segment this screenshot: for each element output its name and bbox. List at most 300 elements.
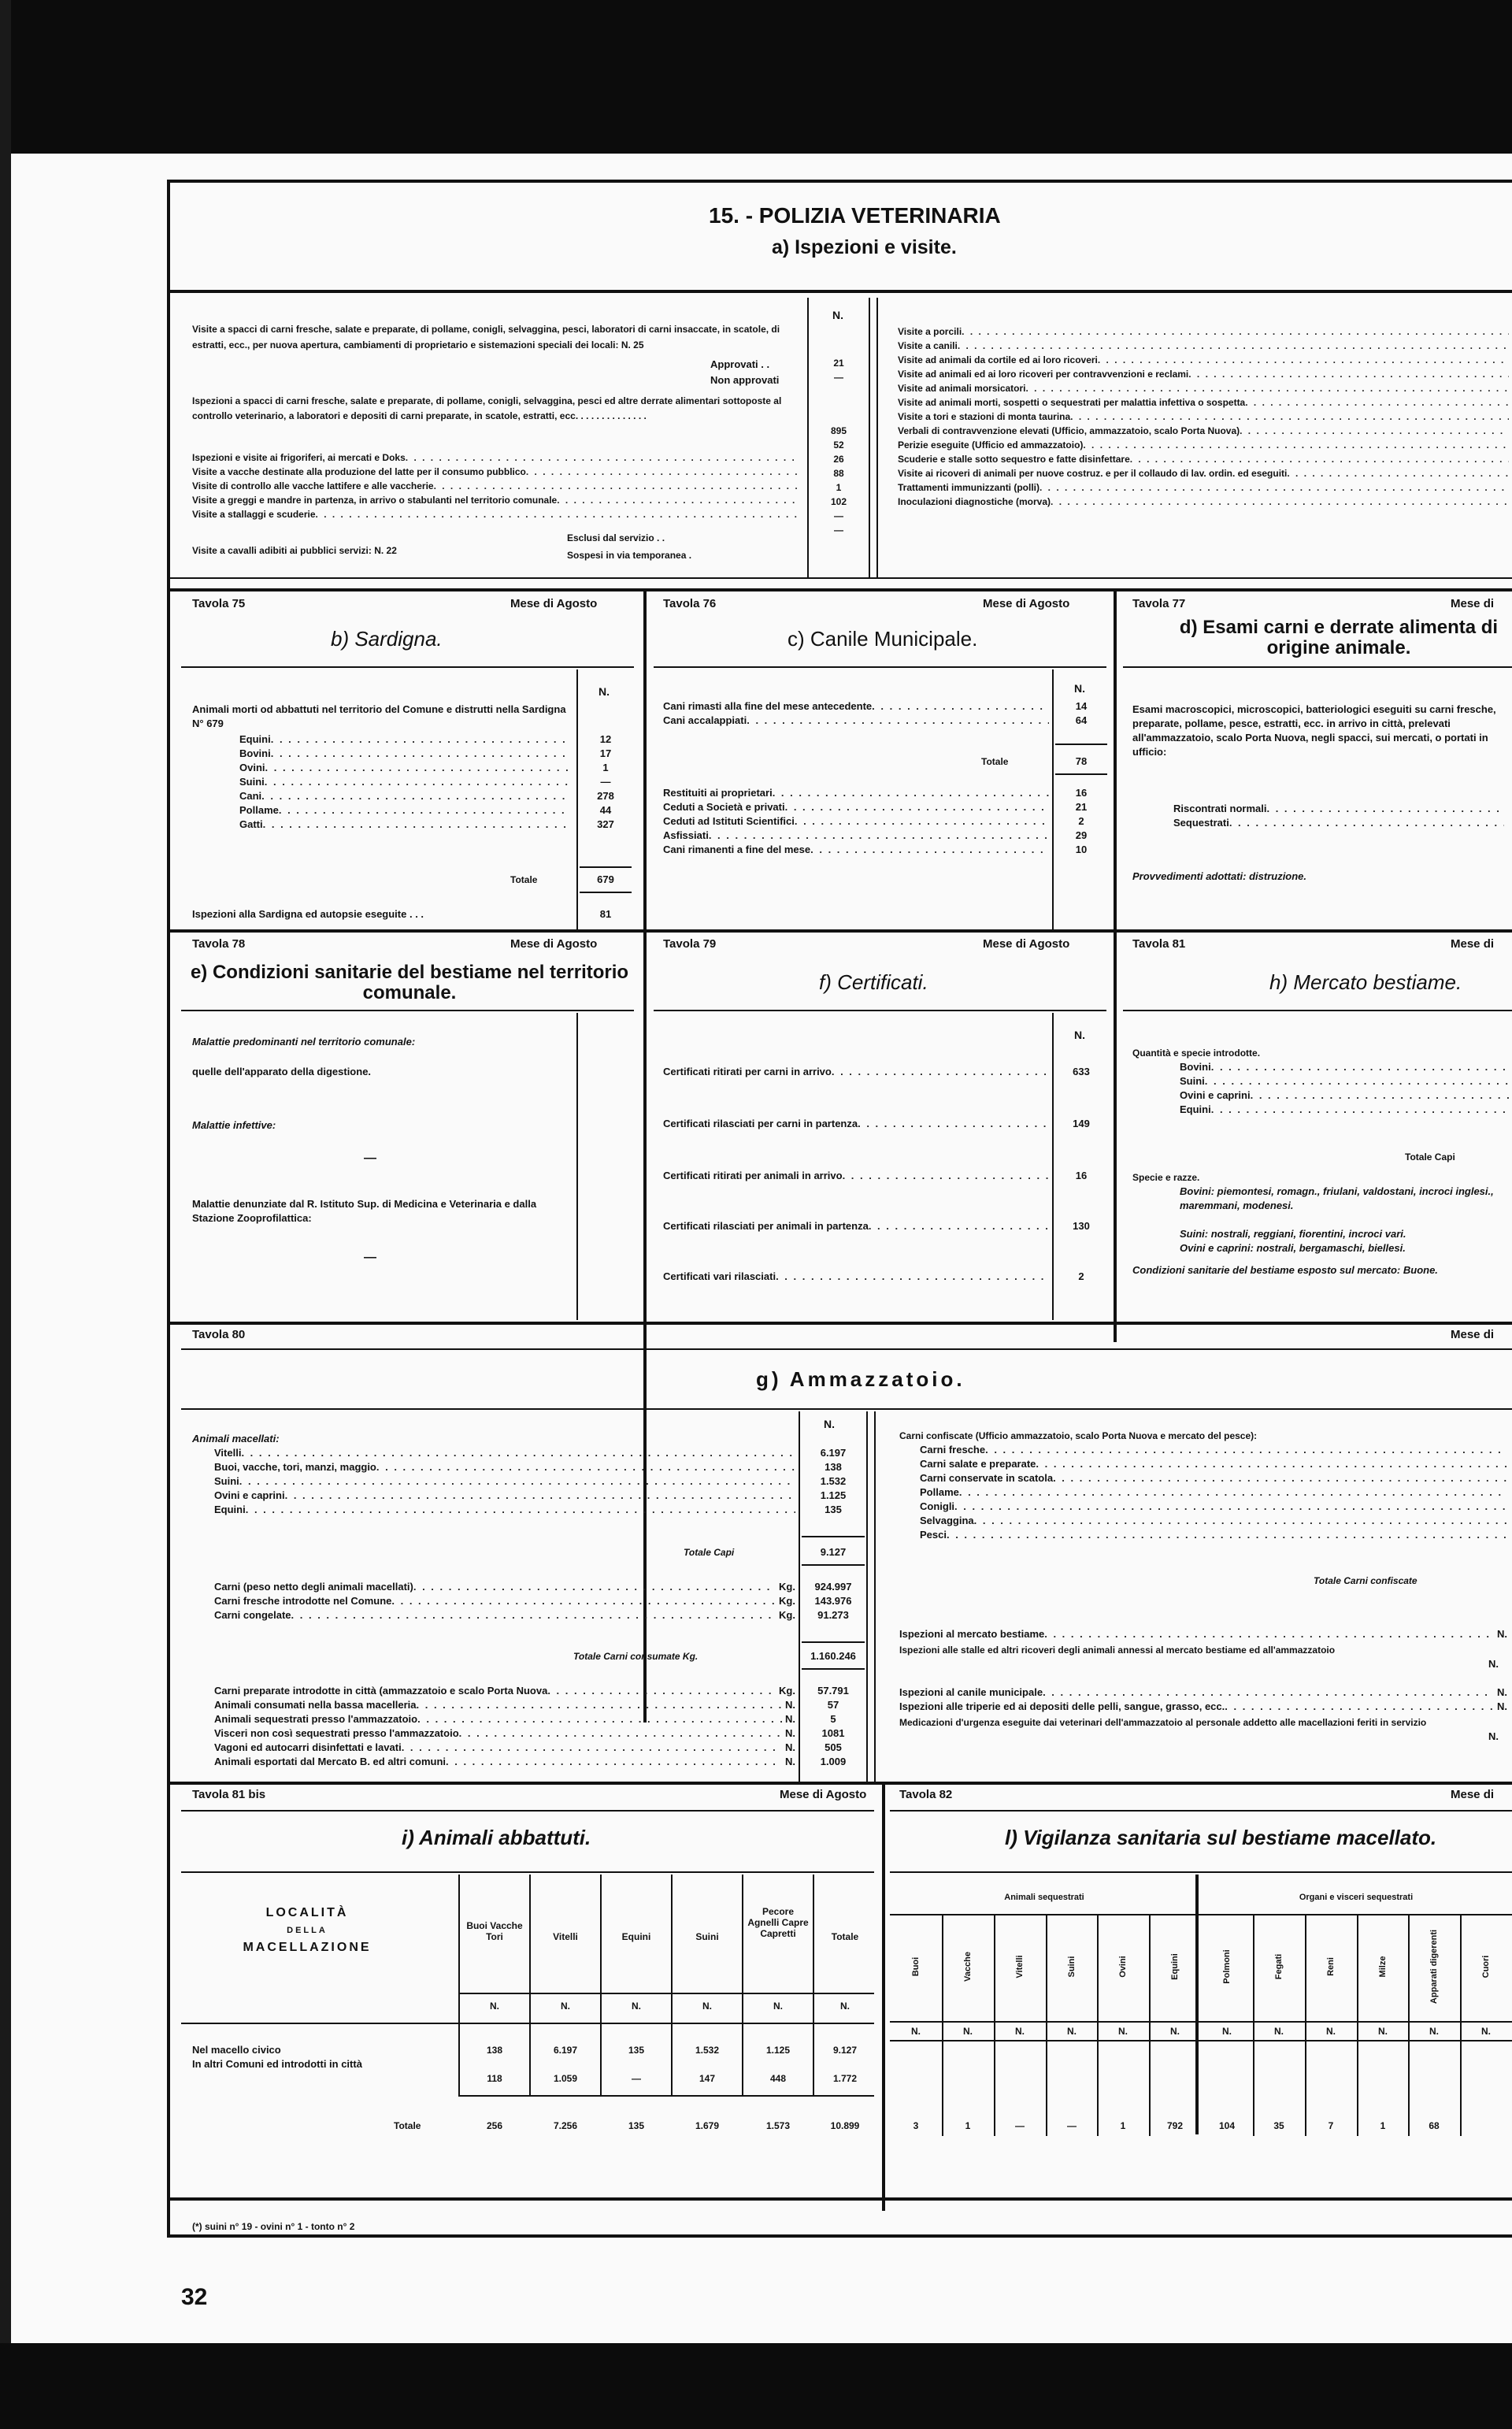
tavola-81bis-mese: Mese di Agosto bbox=[780, 1788, 867, 1801]
visite-row: Ispezioni e visite ai frigoriferi, ai mercati e Doks bbox=[192, 452, 406, 463]
canile-row-label: Ceduti a Società e privati bbox=[663, 801, 785, 813]
mercato-row-label: Bovini bbox=[1180, 1061, 1211, 1073]
ammazzatoio-animali bbox=[214, 1446, 795, 1517]
abbattuti-cell: 147 bbox=[699, 2073, 716, 2084]
mercato-row-label: Equini bbox=[1180, 1103, 1211, 1115]
ispezioni-row-unit: N. bbox=[1497, 1628, 1507, 1640]
rule bbox=[1123, 666, 1512, 668]
confiscate-row-label: Conigli bbox=[920, 1500, 955, 1512]
condizioni-title: e) Condizioni sanitarie del bestiame nel territorio comunale. bbox=[190, 962, 629, 1003]
canile-row-label: Restituiti ai proprietari bbox=[663, 787, 773, 799]
visite-right-row: Scuderie e stalle sotto sequestro e fatte disinfettare bbox=[898, 454, 1130, 465]
vigilanza-col-header: Polmoni bbox=[1221, 1949, 1232, 1984]
certificati-row-4 bbox=[663, 1219, 1049, 1233]
canile-values-a bbox=[1055, 699, 1107, 728]
altri-unit: N. bbox=[785, 1699, 795, 1711]
section-title: 15. - POLIZIA VETERINARIA bbox=[709, 203, 1001, 228]
altri-label: Visceri non così sequestrati presso l'ammazzatoio bbox=[214, 1727, 459, 1739]
canile-value: 14 bbox=[1075, 700, 1088, 712]
sospesi-label: Sospesi in via temporanea . bbox=[567, 550, 692, 561]
scan-dark-left bbox=[0, 0, 11, 2429]
rule bbox=[458, 1993, 874, 1994]
scan-dark-bottom bbox=[0, 2343, 1512, 2429]
certificati-row-2 bbox=[663, 1117, 1049, 1131]
sardigna-ispezioni-value: 81 bbox=[599, 908, 612, 920]
tavola-79-label: Tavola 79 bbox=[663, 937, 717, 951]
rule bbox=[1195, 1875, 1199, 2134]
rule bbox=[1052, 669, 1054, 929]
canile-value: 29 bbox=[1075, 829, 1088, 841]
certificati-value: 130 bbox=[1073, 1220, 1090, 1232]
malattie-predominanti: Malattie predominanti nel territorio comunale: bbox=[192, 1036, 416, 1048]
denunziate-dash: — bbox=[364, 1251, 376, 1264]
group-b-header: Organi e visceri sequestrati bbox=[1299, 1893, 1414, 1902]
medicazioni-unit: N. bbox=[1488, 1730, 1499, 1742]
confiscate-row-label: Carni salate e preparate bbox=[920, 1458, 1036, 1470]
vigilanza-col-header: Ovini bbox=[1117, 1956, 1128, 1978]
confiscate-row-label: Pollame bbox=[920, 1486, 959, 1498]
visite-row: Visite a stallaggi e scuderie bbox=[192, 509, 316, 520]
tavola-77-label: Tavola 77 bbox=[1132, 597, 1186, 610]
rule bbox=[799, 1411, 800, 1782]
esami-provvedimenti: Provvedimenti adottati: distruzione. bbox=[1132, 870, 1307, 882]
sardigna-totale bbox=[580, 873, 632, 887]
unit-n: N. bbox=[840, 2001, 850, 2012]
localita-header-line: MACELLAZIONE bbox=[243, 1941, 372, 1954]
sardigna-row-label: Ovini bbox=[239, 762, 265, 773]
non-approvati-label: Non approvati bbox=[710, 374, 780, 386]
visite-right-rows bbox=[898, 324, 1509, 509]
abbattuti-cell: 135 bbox=[628, 2045, 645, 2056]
canile-value: 10 bbox=[1075, 844, 1088, 855]
esclusi-label: Esclusi dal servizio . . bbox=[567, 532, 665, 543]
visite-row: Visite a vacche destinate alla produzione del latte per il consumo pubblico bbox=[192, 466, 526, 477]
visite-n-value: 88 bbox=[833, 468, 844, 479]
abbattuti-totale-label: Totale bbox=[394, 2120, 421, 2131]
rule bbox=[1114, 588, 1117, 1342]
ammazzatoio-animale-value: 135 bbox=[825, 1504, 842, 1515]
confiscate-row-label: Carni conservate in scatola bbox=[920, 1472, 1054, 1484]
canile-rows-b bbox=[663, 786, 1049, 857]
sardigna-row-label: Bovini bbox=[239, 747, 271, 759]
visite-right-row: Visite a tori e stazioni di monta taurina bbox=[898, 411, 1071, 422]
rule bbox=[874, 1411, 876, 1782]
mercato-title: h) Mercato bestiame. bbox=[1269, 970, 1462, 994]
tavola-78-label: Tavola 78 bbox=[192, 937, 246, 951]
certificati-row-label: Certificati vari rilasciati bbox=[663, 1270, 776, 1282]
canile-row-label: Cani rimanenti a fine del mese bbox=[663, 844, 811, 855]
certificati-row-5 bbox=[663, 1270, 1049, 1284]
col-header-vitelli: Vitelli bbox=[553, 1931, 578, 1942]
vigilanza-unit: N. bbox=[963, 2026, 973, 2037]
vigilanza-value: 68 bbox=[1429, 2120, 1440, 2131]
tavola-82-mese: Mese di bbox=[1451, 1788, 1495, 1801]
altri-unit: Kg. bbox=[779, 1685, 795, 1697]
tavola-81-mese: Mese di bbox=[1451, 937, 1495, 951]
visite-rows bbox=[192, 451, 799, 521]
ispezioni-spacci-text: Ispezioni a spacci di carni fresche, salate e preparate, di pollame, conigli, selvaggina, pesci ed altre derrate alimentari sottoposte al controllo veterinario, a laboratori e depositi di carni preparate, in scatole, estratti, ecc. . . . . . . . . . . . . . bbox=[192, 395, 782, 421]
canile-row-label: Asfissiati bbox=[663, 829, 709, 841]
vigilanza-value: 1 bbox=[1380, 2120, 1386, 2131]
visite-n-values bbox=[811, 356, 866, 537]
vigilanza-unit: N. bbox=[1481, 2026, 1491, 2037]
visite-n-value: — bbox=[834, 372, 843, 383]
abbattuti-cell: 9.127 bbox=[832, 2045, 858, 2056]
certificati-row-label: Certificati ritirati per animali in arrivo bbox=[663, 1170, 843, 1181]
certificati-value-5 bbox=[1055, 1270, 1107, 1284]
localita-header-line: DELLA bbox=[287, 1926, 328, 1935]
vigilanza-unit: N. bbox=[1015, 2026, 1025, 2037]
section-subtitle: a) Ispezioni e visite. bbox=[772, 236, 957, 258]
esami-rows bbox=[1173, 802, 1504, 830]
rule bbox=[167, 2197, 1512, 2201]
visite-right-row: Visite ad animali morti, sospetti o sequestrati per malattia infettiva o sospetta bbox=[898, 397, 1246, 408]
certificati-value-3 bbox=[1055, 1169, 1107, 1183]
visite-cavalli-text: Visite a cavalli adibiti ai pubblici servizi: N. 22 bbox=[192, 545, 397, 556]
certificati-title: f) Certificati. bbox=[819, 970, 928, 994]
vigilanza-unit: N. bbox=[1118, 2026, 1128, 2037]
ispezioni-row-label: Ispezioni alle triperie ed ai depositi delle pelli, sangue, grasso, ecc. bbox=[899, 1700, 1225, 1712]
ammazzatoio-animale-value: 1.125 bbox=[820, 1489, 847, 1501]
visite-right-row: Visite ad animali morsicatori bbox=[898, 383, 1026, 394]
tavola-75-label: Tavola 75 bbox=[192, 597, 246, 610]
totale-carni-label: Totale Carni consumate Kg. bbox=[573, 1651, 699, 1662]
vigilanza-unit: N. bbox=[1326, 2026, 1336, 2037]
altri-value: 1.009 bbox=[820, 1756, 847, 1767]
mercato-suini: Suini: nostrali, reggiani, fiorentini, incroci vari. bbox=[1180, 1228, 1406, 1240]
sardigna-value: 12 bbox=[599, 733, 612, 745]
altri-label: Animali esportati dal Mercato B. ed altri comuni bbox=[214, 1756, 447, 1767]
certificati-value: 2 bbox=[1078, 1270, 1084, 1282]
abbattuti-totale-cell: 135 bbox=[628, 2120, 645, 2131]
sardigna-value: 1 bbox=[602, 762, 609, 773]
visite-n-value: 1 bbox=[836, 482, 842, 493]
abbattuti-cell: 6.197 bbox=[553, 2045, 578, 2056]
mercato-bovini: Bovini: piemontesi, romagn., friulani, valdostani, incroci inglesi., maremmani, modenesi. bbox=[1180, 1185, 1494, 1211]
carni-value: 91.273 bbox=[817, 1609, 849, 1621]
tavola-77-mese: Mese di bbox=[1451, 597, 1495, 610]
abbattuti-row-label: Nel macello civico bbox=[192, 2044, 281, 2056]
rule bbox=[890, 1914, 1512, 1915]
rule bbox=[876, 298, 878, 577]
quantita-label: Quantità e specie introdotte. bbox=[1132, 1048, 1261, 1059]
sardigna-intro: Animali morti od abbattuti nel territorio del Comune e distrutti nella Sardigna N° 679 bbox=[192, 703, 566, 729]
certificati-row-label: Certificati rilasciati per carni in partenza bbox=[663, 1118, 858, 1129]
vigilanza-value: 7 bbox=[1328, 2120, 1334, 2131]
totale-carni-value: 1.160.246 bbox=[810, 1650, 856, 1662]
mercato-row-label: Ovini e caprini bbox=[1180, 1089, 1251, 1101]
carni-unit: Kg. bbox=[779, 1609, 795, 1621]
sardigna-row-label: Pollame bbox=[239, 804, 279, 816]
group-a-header: Animali sequestrati bbox=[1004, 1893, 1084, 1902]
abbattuti-cell: 1.125 bbox=[765, 2045, 791, 2056]
abbattuti-cell: — bbox=[632, 2073, 641, 2084]
ispezioni-row-label: Ispezioni al mercato bestiame bbox=[899, 1628, 1045, 1640]
localita-header bbox=[189, 1904, 425, 1956]
rule bbox=[576, 1013, 578, 1320]
ammazzatoio-carni-values bbox=[802, 1580, 865, 1622]
visite-n-value: 21 bbox=[833, 358, 844, 369]
rule bbox=[181, 1810, 874, 1812]
localita-header-line: LOCALITÀ bbox=[265, 1906, 349, 1919]
unit-n: N. bbox=[561, 2001, 570, 2012]
rule bbox=[654, 1010, 1106, 1011]
approvati-label: Approvati . . bbox=[710, 358, 770, 370]
canile-totale bbox=[1055, 755, 1107, 769]
visite-right-row: Visite a canili bbox=[898, 340, 958, 351]
canile-totale-value: 78 bbox=[1075, 755, 1088, 767]
abbattuti-totale-cell: 7.256 bbox=[553, 2120, 578, 2131]
rule bbox=[802, 1641, 865, 1643]
totale-capi-label: Totale Capi bbox=[684, 1547, 735, 1558]
certificati-row-3 bbox=[663, 1169, 1049, 1183]
rule bbox=[167, 1782, 1512, 1785]
visite-right-row: Inoculazioni diagnostiche (morva) bbox=[898, 496, 1051, 507]
scan-dark-top bbox=[0, 0, 1512, 165]
vigilanza-value: — bbox=[1015, 2120, 1025, 2131]
ammazzatoio-animale-label: Equini bbox=[214, 1504, 246, 1515]
sardigna-value: 44 bbox=[599, 804, 612, 816]
tavola-82-label: Tavola 82 bbox=[899, 1788, 953, 1801]
tavola-76-mese: Mese di Agosto bbox=[983, 597, 1070, 610]
rule bbox=[742, 1875, 743, 2095]
canile-value: 64 bbox=[1075, 714, 1088, 726]
confiscate-totale: Totale Carni confiscate bbox=[1314, 1575, 1418, 1586]
certificati-value-1 bbox=[1055, 1065, 1107, 1079]
rule bbox=[167, 577, 1512, 579]
rule bbox=[1052, 1013, 1054, 1320]
vigilanza-col-header: Equini bbox=[1169, 1953, 1180, 1980]
sardigna-ispezioni-label: Ispezioni alla Sardigna ed autopsie eseguite . . . bbox=[192, 908, 424, 920]
abbattuti-cell: 448 bbox=[769, 2073, 787, 2084]
carni-unit: Kg. bbox=[779, 1581, 795, 1593]
visite-right-row: Visite ad animali da cortile ed ai loro ricoveri bbox=[898, 354, 1098, 365]
ispezioni-row-unit: N. bbox=[1497, 1700, 1507, 1712]
carni-unit: Kg. bbox=[779, 1595, 795, 1607]
sardigna-totale-value: 679 bbox=[597, 873, 614, 885]
rule bbox=[1055, 773, 1107, 775]
certificati-row-label: Certificati rilasciati per animali in partenza bbox=[663, 1220, 869, 1232]
carni-value: 924.997 bbox=[814, 1581, 852, 1593]
rule bbox=[458, 1875, 460, 2095]
rule bbox=[802, 1536, 865, 1537]
canile-n-header: N. bbox=[1074, 682, 1085, 695]
certificati-value: 633 bbox=[1073, 1066, 1090, 1077]
vigilanza-value: 3 bbox=[913, 2120, 919, 2131]
ispezioni-row-label: Ispezioni al canile municipale bbox=[899, 1686, 1043, 1698]
altri-label: Animali sequestrati presso l'ammazzatoio bbox=[214, 1713, 418, 1725]
sardigna-title: b) Sardigna. bbox=[331, 627, 443, 651]
unit-n: N. bbox=[773, 2001, 783, 2012]
abbattuti-cell: 1.059 bbox=[553, 2073, 578, 2084]
ammazzatoio-carni bbox=[214, 1580, 795, 1622]
visite-n-value: 102 bbox=[830, 496, 847, 507]
altri-unit: N. bbox=[785, 1756, 795, 1767]
canile-value: 16 bbox=[1075, 787, 1088, 799]
ispezioni-stalle-unit: N. bbox=[1488, 1658, 1499, 1670]
confiscate-row-label: Selvaggina bbox=[920, 1515, 974, 1526]
vigilanza-value: 792 bbox=[1166, 2120, 1184, 2131]
carni-label: Carni congelate bbox=[214, 1609, 291, 1621]
altri-value: 5 bbox=[830, 1713, 836, 1725]
certificati-value-4 bbox=[1055, 1219, 1107, 1233]
rule bbox=[643, 588, 647, 1723]
vigilanza-unit: N. bbox=[1222, 2026, 1232, 2037]
ammazzatoio-altri bbox=[214, 1684, 795, 1769]
ispezioni-row-unit: N. bbox=[1497, 1686, 1507, 1698]
rule bbox=[802, 1668, 865, 1670]
sardigna-row-label: Cani bbox=[239, 790, 262, 802]
tavola-76-label: Tavola 76 bbox=[663, 597, 717, 610]
tavola-81bis-label: Tavola 81 bis bbox=[192, 1788, 266, 1801]
visite-right-row: Visite ai ricoveri di animali per nuove costruz. e per il collaudo di lav. ordin. ed eseguiti bbox=[898, 468, 1288, 479]
ammazzatoio-animale-label: Vitelli bbox=[214, 1447, 242, 1459]
certificati-row-label: Certificati ritirati per carni in arrivo bbox=[663, 1066, 832, 1077]
sardigna-value: — bbox=[600, 776, 611, 788]
confiscate-row-label: Carni fresche bbox=[920, 1444, 986, 1456]
col-header-suini: Suini bbox=[695, 1931, 719, 1942]
canile-title: c) Canile Municipale. bbox=[788, 627, 978, 651]
canile-value: 2 bbox=[1078, 815, 1084, 827]
apparato-digestione: quelle dell'apparato della digestione. bbox=[192, 1066, 372, 1077]
sardigna-totale-label: Totale bbox=[510, 874, 538, 885]
abbattuti-totale-cell: 1.679 bbox=[695, 2120, 720, 2131]
ammazzatoio-animale-label: Suini bbox=[214, 1475, 239, 1487]
vigilanza-col-header: Vacche bbox=[962, 1952, 973, 1982]
visite-right-row: Verbali di contravvenzione elevati (Ufficio, ammazzatoio, scalo Porta Nuova) bbox=[898, 425, 1240, 436]
vigilanza-value: — bbox=[1067, 2120, 1077, 2131]
carni-confiscate-intro: Carni confiscate (Ufficio ammazzatoio, scalo Porta Nuova e mercato del pesce): bbox=[899, 1430, 1258, 1441]
vigilanza-col-header: Vitelli bbox=[1014, 1955, 1025, 1978]
visite-right-row: Perizie eseguite (Ufficio ed ammazzatoio) bbox=[898, 439, 1084, 451]
rule bbox=[890, 2021, 1512, 2023]
certificati-row-1 bbox=[663, 1065, 1049, 1079]
totale-carni bbox=[802, 1649, 865, 1663]
vigilanza-col-header: Apparati digerenti bbox=[1429, 1929, 1439, 2004]
certificati-n-header: N. bbox=[1074, 1029, 1085, 1041]
unit-n: N. bbox=[632, 2001, 641, 2012]
rule bbox=[167, 290, 1512, 293]
altri-unit: N. bbox=[785, 1741, 795, 1753]
vigilanza-col-header: Reni bbox=[1325, 1957, 1336, 1976]
carni-label: Carni (peso netto degli animali macellati) bbox=[214, 1581, 413, 1593]
vigilanza-unit: N. bbox=[1429, 2026, 1439, 2037]
sardigna-rows bbox=[239, 732, 570, 832]
rule bbox=[600, 1875, 602, 2095]
rule bbox=[882, 1782, 885, 2211]
infettive-dash: — bbox=[364, 1151, 376, 1165]
unit-n: N. bbox=[490, 2001, 499, 2012]
rule bbox=[890, 1871, 1512, 1873]
canile-row-label: Cani rimasti alla fine del mese antecedente bbox=[663, 700, 873, 712]
rule bbox=[654, 666, 1106, 668]
sardigna-row-label: Equini bbox=[239, 733, 271, 745]
mercato-condizioni: Condizioni sanitarie del bestiame esposto sul mercato: Buone. bbox=[1132, 1264, 1438, 1276]
totale-capi bbox=[802, 1545, 865, 1559]
visite-n-value: 895 bbox=[830, 425, 847, 436]
rule bbox=[869, 298, 870, 577]
rule bbox=[866, 1411, 868, 1782]
medicazioni: Medicazioni d'urgenza eseguite dai veterinari dell'ammazzatoio al personale addetto alle macellazioni feriti in servizio bbox=[899, 1717, 1427, 1728]
rule bbox=[167, 588, 1512, 591]
abbattuti-totale-cell: 256 bbox=[486, 2120, 503, 2131]
rule bbox=[529, 1875, 531, 2095]
sardigna-values bbox=[580, 732, 632, 832]
col-header-pecore: Pecore Agnelli Capre Capretti bbox=[747, 1906, 809, 1939]
ispezioni-stalle: Ispezioni alle stalle ed altri ricoveri degli animali annessi al mercato bestiame ed all'ammazzatoio bbox=[899, 1645, 1336, 1656]
unit-n: N. bbox=[702, 2001, 712, 2012]
rule bbox=[167, 929, 1512, 933]
visite-row: Visite a greggi e mandre in partenza, in arrivo o stabulanti nel territorio comunale bbox=[192, 495, 558, 506]
ammazzatoio-animale-value: 138 bbox=[825, 1461, 842, 1473]
abbattuti-totale-cell: 10.899 bbox=[830, 2120, 860, 2131]
abbattuti-row-label: In altri Comuni ed introdotti in città bbox=[192, 2058, 362, 2070]
certificati-value-2 bbox=[1055, 1117, 1107, 1131]
vigilanza-value: 1 bbox=[1120, 2120, 1126, 2131]
col-header-buoi: Buoi Vacche Tori bbox=[466, 1920, 523, 1942]
abbattuti-cell: 118 bbox=[487, 2073, 502, 2084]
altri-value: 505 bbox=[825, 1741, 842, 1753]
vigilanza-value: 1 bbox=[965, 2120, 971, 2131]
ammazzatoio-animale-label: Ovini e caprini bbox=[214, 1489, 285, 1501]
mercato-ovini: Ovini e caprini: nostrali, bergamaschi, biellesi. bbox=[1180, 1242, 1406, 1254]
vigilanza-unit: N. bbox=[911, 2026, 921, 2037]
abbattuti-totale-cell: 1.573 bbox=[765, 2120, 791, 2131]
altri-value: 57.791 bbox=[817, 1685, 849, 1697]
confiscate-row-label: Pesci bbox=[920, 1529, 947, 1541]
canile-row-label: Ceduti ad Istituti Scientifici bbox=[663, 815, 795, 827]
rule bbox=[181, 2023, 874, 2024]
visite-right-row: Trattamenti immunizzanti (polli) bbox=[898, 482, 1040, 493]
tavola-75-mese: Mese di Agosto bbox=[510, 597, 598, 610]
mercato-row-label: Suini bbox=[1180, 1075, 1205, 1087]
altri-unit: N. bbox=[785, 1727, 795, 1739]
abbattuti-note: (*) suini n° 19 - ovini n° 1 - tonto n° 2 bbox=[192, 2221, 355, 2232]
ammazzatoio-animali-values bbox=[802, 1446, 865, 1517]
certificati-value: 16 bbox=[1075, 1170, 1088, 1181]
canile-rows-a bbox=[663, 699, 1049, 728]
rule bbox=[1055, 744, 1107, 745]
rule bbox=[807, 298, 809, 577]
visite-n-value: — bbox=[834, 525, 843, 536]
vigilanza-value: 104 bbox=[1218, 2120, 1236, 2131]
ammazzatoio-n-header: N. bbox=[824, 1418, 835, 1430]
carni-value: 143.976 bbox=[814, 1595, 852, 1607]
rule bbox=[813, 1875, 814, 2095]
vigilanza-col-header: Suini bbox=[1066, 1956, 1077, 1978]
vigilanza-col-header: Fegati bbox=[1273, 1953, 1284, 1980]
vigilanza-value: 35 bbox=[1273, 2120, 1284, 2131]
rule bbox=[1123, 1010, 1512, 1011]
certificati-value: 149 bbox=[1073, 1118, 1090, 1129]
visite-row: Visite di controllo alle vacche lattifere e alle vaccherie bbox=[192, 480, 434, 491]
sardigna-row-label: Gatti bbox=[239, 818, 263, 830]
canile-row-label: Cani accalappiati bbox=[663, 714, 747, 726]
vigilanza-unit: N. bbox=[1170, 2026, 1180, 2037]
sardigna-value: 327 bbox=[597, 818, 614, 830]
sardigna-value: 17 bbox=[599, 747, 612, 759]
tavola-80-label: Tavola 80 bbox=[192, 1328, 246, 1341]
visite-n-value: 52 bbox=[833, 439, 844, 451]
rule bbox=[181, 1408, 1512, 1410]
vigilanza-unit: N. bbox=[1067, 2026, 1077, 2037]
rule bbox=[576, 669, 578, 929]
canile-values-b bbox=[1055, 786, 1107, 857]
ispezioni-rows bbox=[899, 1627, 1507, 1641]
vigilanza-col-header: Cuori bbox=[1480, 1955, 1491, 1978]
sardigna-n-header: N. bbox=[598, 685, 610, 698]
rule bbox=[181, 1010, 634, 1011]
